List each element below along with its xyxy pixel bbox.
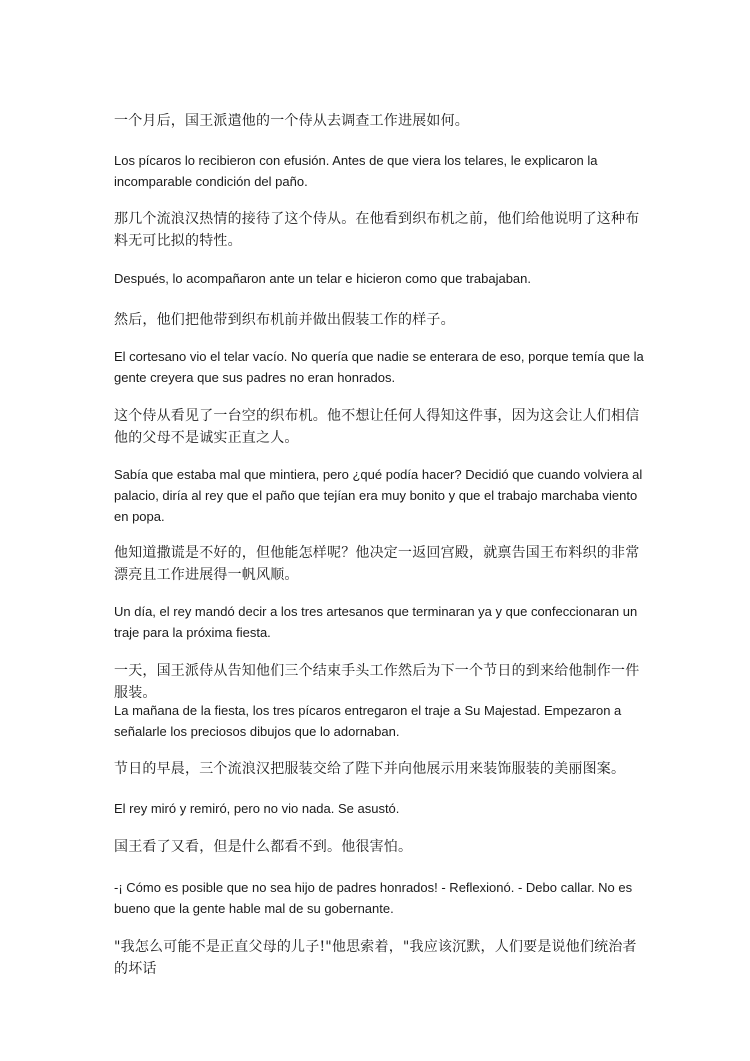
paragraph-zh-7: 节日的早晨，三个流浪汉把服装交给了陛下并向他展示用来装饰服装的美丽图案。	[114, 761, 626, 777]
paragraph-es-5: Un día, el rey mandó decir a los tres artesanos que terminaran ya y que confeccionaran un traje para la próxima fiesta.	[114, 604, 638, 640]
paragraph-es-4: Sabía que estaba mal que mintiera, pero ¿qué podía hacer? Decidió que cuando volviera al palacio, diría al rey que el paño que tejían era muy bonito y que el trabajo marchaba viento en popa.	[114, 467, 643, 524]
paragraph-es-1: Los pícaros lo recibieron con efusión. Antes de que viera los telares, le explicaron la incomparable condición del paño.	[114, 153, 598, 189]
paragraph-zh-6: 一天，国王派侍从告知他们三个结束手头工作然后为下一个节日的到来给他制作一件服装。	[114, 663, 640, 701]
paragraph-zh-8: 国王看了又看，但是什么都看不到。他很害怕。	[114, 839, 413, 855]
paragraph-zh-3: 然后，他们把他带到织布机前并做出假装工作的样子。	[114, 312, 455, 328]
paragraph-es-2: Después, lo acompañaron ante un telar e hicieron como que trabajaban.	[114, 271, 531, 286]
paragraph-es-8: -¡ Cómo es posible que no sea hijo de padres honrados! - Reflexionó. - Debo callar. No es bueno que la gente hable mal de su gobernante.	[114, 880, 633, 916]
paragraph-es-3: El cortesano vio el telar vacío. No quería que nadie se enterara de eso, porque temía que la gente creyera que sus padres no eran honrados.	[114, 349, 644, 385]
paragraph-zh-5: 他知道撒谎是不好的，但他能怎样呢？他决定一返回宫殿，就禀告国王布料织的非常漂亮且工作进展得一帆风顺。	[114, 545, 640, 583]
paragraph-zh-1: 一个月后，国王派遣他的一个侍从去调查工作进展如何。	[114, 113, 469, 129]
paragraph-zh-9: "我怎么可能不是正直父母的儿子!"他思索着，"我应该沉默，人们要是说他们统治者的坏话	[114, 939, 637, 977]
paragraph-es-6: La mañana de la fiesta, los tres pícaros entregaron el traje a Su Majestad. Empezaron a señalarle los preciosos dibujos que lo adornaban.	[114, 703, 622, 739]
paragraph-es-7: El rey miró y remiró, pero no vio nada. Se asustó.	[114, 801, 400, 816]
paragraph-zh-2: 那几个流浪汉热情的接待了这个侍从。在他看到织布机之前，他们给他说明了这种布料无可比拟的特性。	[114, 211, 640, 249]
paragraph-zh-4: 这个侍从看见了一台空的织布机。他不想让任何人得知这件事，因为这会让人们相信他的父母不是诚实正直之人。	[114, 408, 640, 446]
